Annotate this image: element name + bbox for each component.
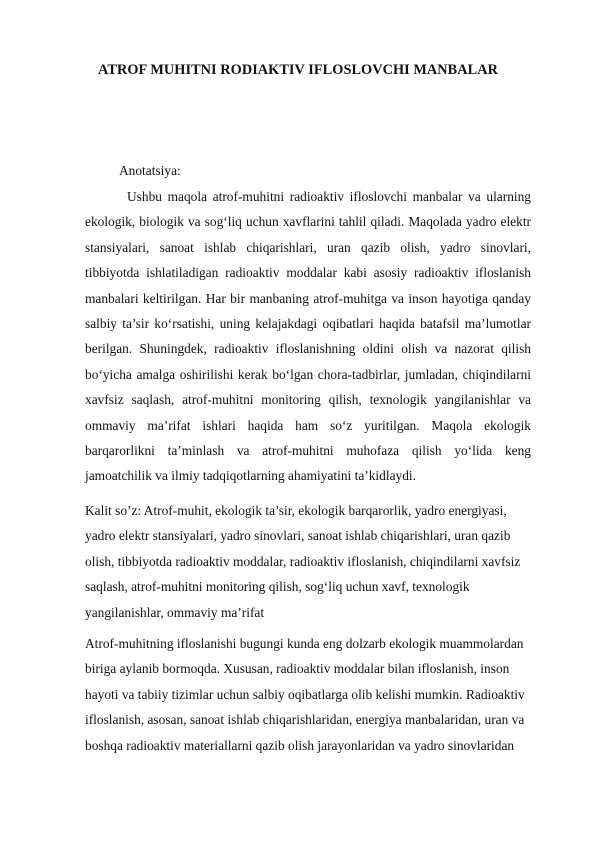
abstract-heading: Anotatsiya:	[119, 163, 181, 178]
abstract-paragraph: Ushbu maqola atrof-muhitni radioaktiv ifloslovchi manbalar va ularning ekologik, biologik va sog‘liq uchun xavflarini tahlil qiladi. Maqolada yadro elektr stansiyalari, sanoat ishlab chiqarishlari, uran qazib olish, yadro sinovlari, tibbiyotda ishlatiladigan radioaktiv moddalar kabi asosiy radioaktiv ifloslanish manbalari keltirilgan. Har bir manbaning atrof-muhitga va inson hayotiga qanday salbiy ta’sir ko‘rsatishi, uning kelajakdagi oqibatlari haqida batafsil ma’lumotlar berilgan. Shuningdek, radioaktiv ifloslanishning oldini olish va nazorat qilish bo‘yicha amalga oshirilishi kerak bo‘lgan chora-tadbirlar, jumladan, chiqindilarni xavfsiz saqlash, atrof-muhitni monitoring qilish, texnologik yangilanishlar va ommaviy ma’rifat ishlari haqida ham so‘z yuritilgan. Maqola ekologik barqarorlikni ta’minlash va atrof-muhitni muhofaza qilish yo‘lida keng jamoatchilik va ilmiy tadqiqotlarning ahamiyatini ta’kidlaydi.	[85, 189, 531, 484]
document-title: ATROF MUHITNI RODIAKTIV IFLOSLOVCHI MANBALAR	[98, 62, 498, 78]
keywords-paragraph: Kalit so’z: Atrof-muhit, ekologik ta’sir, ekologik barqarorlik, yadro energiyasi, yadro elektr stansiyalari, yadro sinovlari, sanoat ishlab chiqarishlari, uran qazib olish, tibbiyotda radioaktiv moddalar, radioaktiv ifloslanish, chiqindilarni xavfsiz saqlash, atrof-muhitni monitoring qilish, sog‘liq uchun xavf, texnologik yangilanishlar, ommaviy ma’rifat	[85, 503, 521, 620]
intro-paragraph: Atrof-muhitning ifloslanishi bugungi kunda eng dolzarb ekologik muammolardan biriga aylanib bormoqda. Xususan, radioaktiv moddalar bilan ifloslanish, inson hayoti va tabiiy tizimlar uchun salbiy oqibatlarga olib kelishi mumkin. Radioaktiv ifloslanish, asosan, sanoat ishlab chiqarishlaridan, energiya manbalaridan, uran va boshqa radioaktiv materiallarni qazib olish jarayonlaridan va yadro sinovlaridan	[85, 636, 525, 753]
